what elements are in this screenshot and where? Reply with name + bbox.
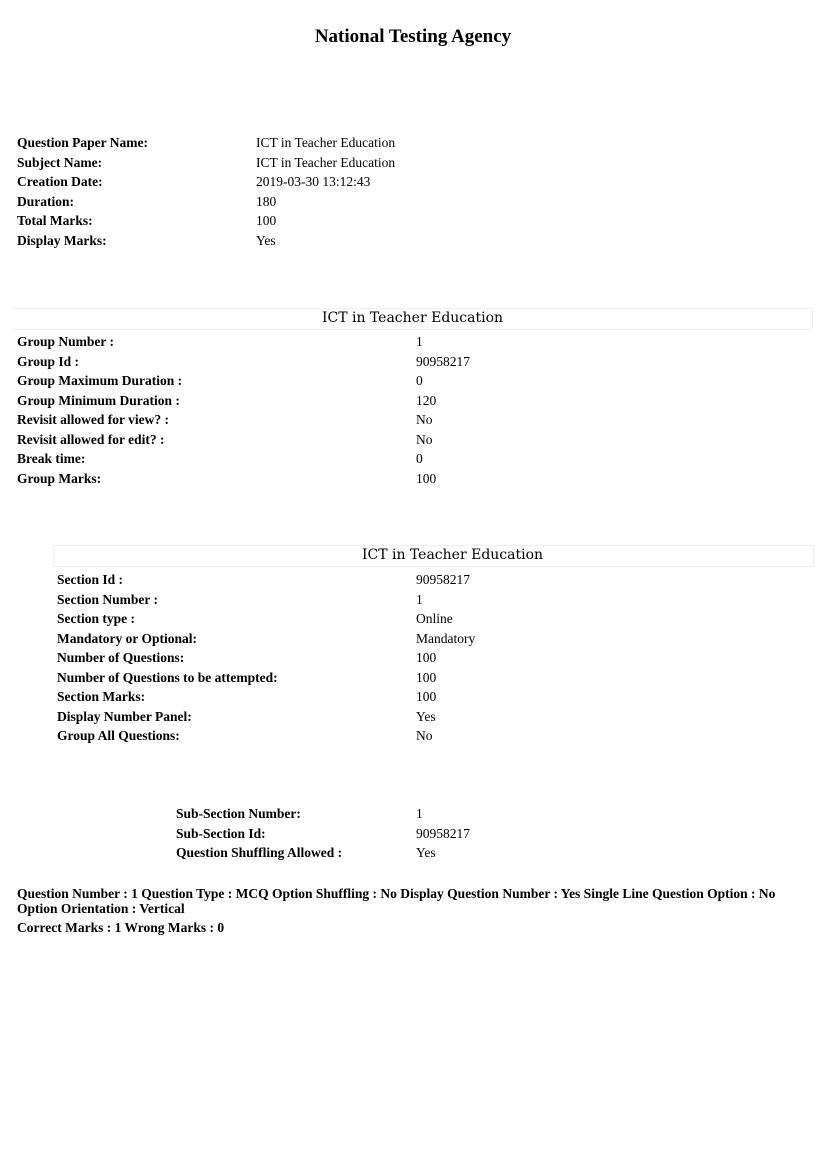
break-time-value: 0 — [416, 451, 423, 466]
group-max-duration-value: 0 — [416, 373, 423, 388]
subsection-id-value: 90958217 — [416, 825, 470, 841]
subsection-info-row — [176, 804, 616, 824]
paper-info-row — [17, 133, 537, 153]
section-info-row — [57, 570, 617, 590]
revisit-view-value: No — [416, 412, 433, 427]
page-title: National Testing Agency — [314, 26, 512, 47]
total-marks-label: Total Marks: — [17, 213, 93, 228]
subsection-number-label: Sub-Section Number: — [176, 806, 301, 821]
subsection-info-row — [176, 843, 616, 863]
group-number-value: 1 — [416, 334, 423, 349]
group-max-duration-label: Group Maximum Duration : — [17, 373, 183, 388]
group-info-row — [17, 469, 617, 489]
subsection-number-value: 1 — [416, 806, 423, 821]
section-id-value: 90958217 — [416, 572, 470, 587]
section-info-row — [57, 707, 617, 727]
revisit-edit-value: No — [416, 431, 433, 447]
paper-name-value: ICT in Teacher Education — [256, 135, 396, 150]
group-info-row — [17, 332, 617, 352]
question-info: Question Number : 1 Question Type : MCQ Option Shuffling : No Display Question Number : Yes Single Line Question Option : No Option Orientation : Vertical — [17, 886, 776, 916]
section-info-row — [57, 590, 617, 610]
question-marks: Correct Marks : 1 Wrong Marks : 0 — [17, 920, 225, 935]
question-shuffling-label: Question Shuffling Allowed : — [176, 845, 343, 860]
group-min-duration-value: 120 — [416, 392, 437, 408]
section-info-row — [57, 687, 617, 707]
group-info-row — [17, 410, 617, 430]
display-number-panel-value: Yes — [416, 708, 436, 724]
paper-info-row — [17, 231, 537, 251]
display-marks-value: Yes — [256, 232, 276, 248]
group-min-duration-label: Group Minimum Duration : — [17, 392, 180, 408]
break-time-label: Break time: — [17, 451, 86, 466]
section-number-label: Section Number : — [57, 591, 158, 607]
paper-name-label: Question Paper Name: — [17, 135, 148, 150]
section-info-row — [57, 629, 617, 649]
section-id-label: Section Id : — [57, 572, 124, 587]
section-info-table — [57, 570, 617, 746]
total-marks-value: 100 — [256, 213, 277, 228]
paper-info-table — [17, 133, 537, 250]
display-number-panel-label: Display Number Panel: — [57, 708, 192, 724]
subsection-info-table — [176, 804, 616, 863]
paper-info-row — [17, 192, 537, 212]
number-of-questions-label: Number of Questions: — [57, 650, 185, 665]
section-info-row — [57, 648, 617, 668]
section-info-row — [57, 726, 617, 746]
group-all-questions-label: Group All Questions: — [57, 728, 180, 743]
section-marks-value: 100 — [416, 689, 437, 704]
section-number-value: 1 — [416, 591, 423, 607]
section-info-row — [57, 668, 617, 688]
duration-value: 180 — [256, 193, 277, 209]
revisit-view-label: Revisit allowed for view? : — [17, 412, 169, 427]
group-info-row — [17, 352, 617, 372]
mandatory-optional-value: Mandatory — [416, 630, 476, 646]
section-type-label: Section type : — [57, 611, 135, 626]
group-info-table — [17, 332, 617, 488]
revisit-edit-label: Revisit allowed for edit? : — [17, 431, 165, 447]
creation-date-value: 2019-03-30 13:12:43 — [256, 174, 371, 189]
paper-info-row — [17, 153, 537, 173]
group-all-questions-value: No — [416, 728, 433, 743]
number-of-questions-value: 100 — [416, 650, 437, 665]
group-number-label: Group Number : — [17, 334, 115, 349]
group-info-row — [17, 371, 617, 391]
subsection-id-label: Sub-Section Id: — [176, 825, 266, 841]
group-id-label: Group Id : — [17, 353, 80, 369]
group-heading: ICT in Teacher Education — [321, 310, 504, 326]
question-shuffling-value: Yes — [416, 845, 436, 860]
group-info-row — [17, 430, 617, 450]
group-marks-label: Group Marks: — [17, 470, 102, 486]
display-marks-label: Display Marks: — [17, 232, 107, 248]
subject-name-value: ICT in Teacher Education — [256, 154, 396, 170]
group-marks-value: 100 — [416, 470, 437, 486]
paper-info-row — [17, 172, 537, 192]
questions-attempted-label: Number of Questions to be attempted: — [57, 669, 278, 685]
section-type-value: Online — [416, 611, 453, 626]
paper-info-row — [17, 211, 537, 231]
subsection-info-row — [176, 824, 616, 844]
questions-attempted-value: 100 — [416, 669, 437, 685]
mandatory-optional-label: Mandatory or Optional: — [57, 630, 198, 646]
group-id-value: 90958217 — [416, 353, 470, 369]
subject-name-label: Subject Name: — [17, 154, 103, 170]
group-info-row — [17, 391, 617, 411]
section-marks-label: Section Marks: — [57, 689, 146, 704]
duration-label: Duration: — [17, 193, 74, 209]
section-heading: ICT in Teacher Education — [361, 547, 544, 563]
section-info-row — [57, 609, 617, 629]
group-info-row — [17, 449, 617, 469]
creation-date-label: Creation Date: — [17, 174, 103, 189]
